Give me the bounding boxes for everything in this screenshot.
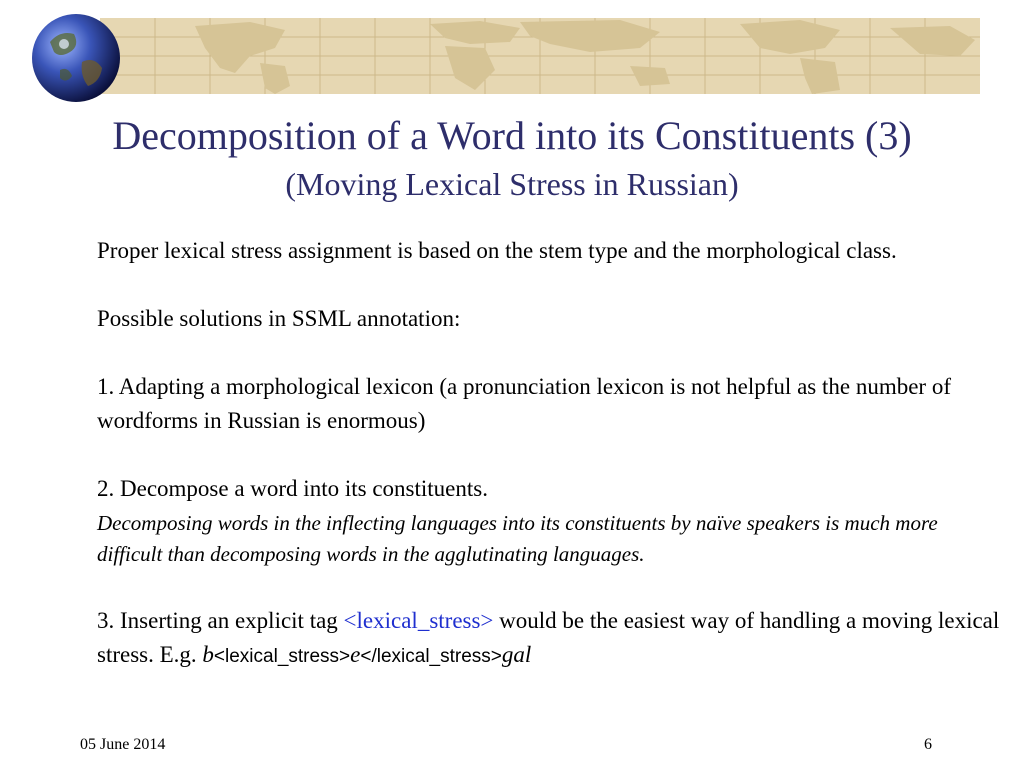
- example-gal: gal: [501, 642, 532, 667]
- example-close-tag: </lexical_stress>: [360, 646, 502, 667]
- footer-page-number: 6: [924, 736, 932, 753]
- globe-icon: [30, 12, 122, 104]
- world-map-banner: [100, 18, 980, 94]
- slide-body: [97, 234, 1007, 674]
- example-open-tag: <lexical_stress>: [213, 646, 351, 667]
- example-e: e: [350, 642, 361, 667]
- slide-title: Decomposition of a Word into its Constituents (3): [112, 113, 912, 158]
- example-b: b: [202, 642, 214, 667]
- paragraph-solution-2-note: Decomposing words in the inflecting languages into its constituents by naïve speakers is much more difficult than decomposing words in the agglutinating languages.: [97, 511, 938, 566]
- slide-subtitle: (Moving Lexical Stress in Russian): [285, 166, 739, 202]
- solution-3-lead: 3. Inserting an explicit tag: [97, 608, 344, 633]
- paragraph-ssml-solutions: Possible solutions in SSML annotation:: [97, 306, 461, 331]
- footer-date: 05 June 2014: [80, 736, 166, 753]
- lexical-stress-tag: <lexical_stress>: [343, 608, 494, 633]
- paragraph-stress-assignment: Proper lexical stress assignment is based on the stem type and the morphological class.: [97, 238, 897, 263]
- solution-3-after: would be the easiest way of handling a moving lexical stress. E.g.: [97, 608, 1000, 667]
- paragraph-solution-1: 1. Adapting a morphological lexicon (a pronunciation lexicon is not helpful as the number of wordforms in Russian is enormous): [97, 374, 951, 433]
- paragraph-solution-3: [97, 604, 1007, 674]
- paragraph-solution-2: 2. Decompose a word into its constituents.: [97, 476, 488, 501]
- world-map-graphic: [100, 18, 980, 94]
